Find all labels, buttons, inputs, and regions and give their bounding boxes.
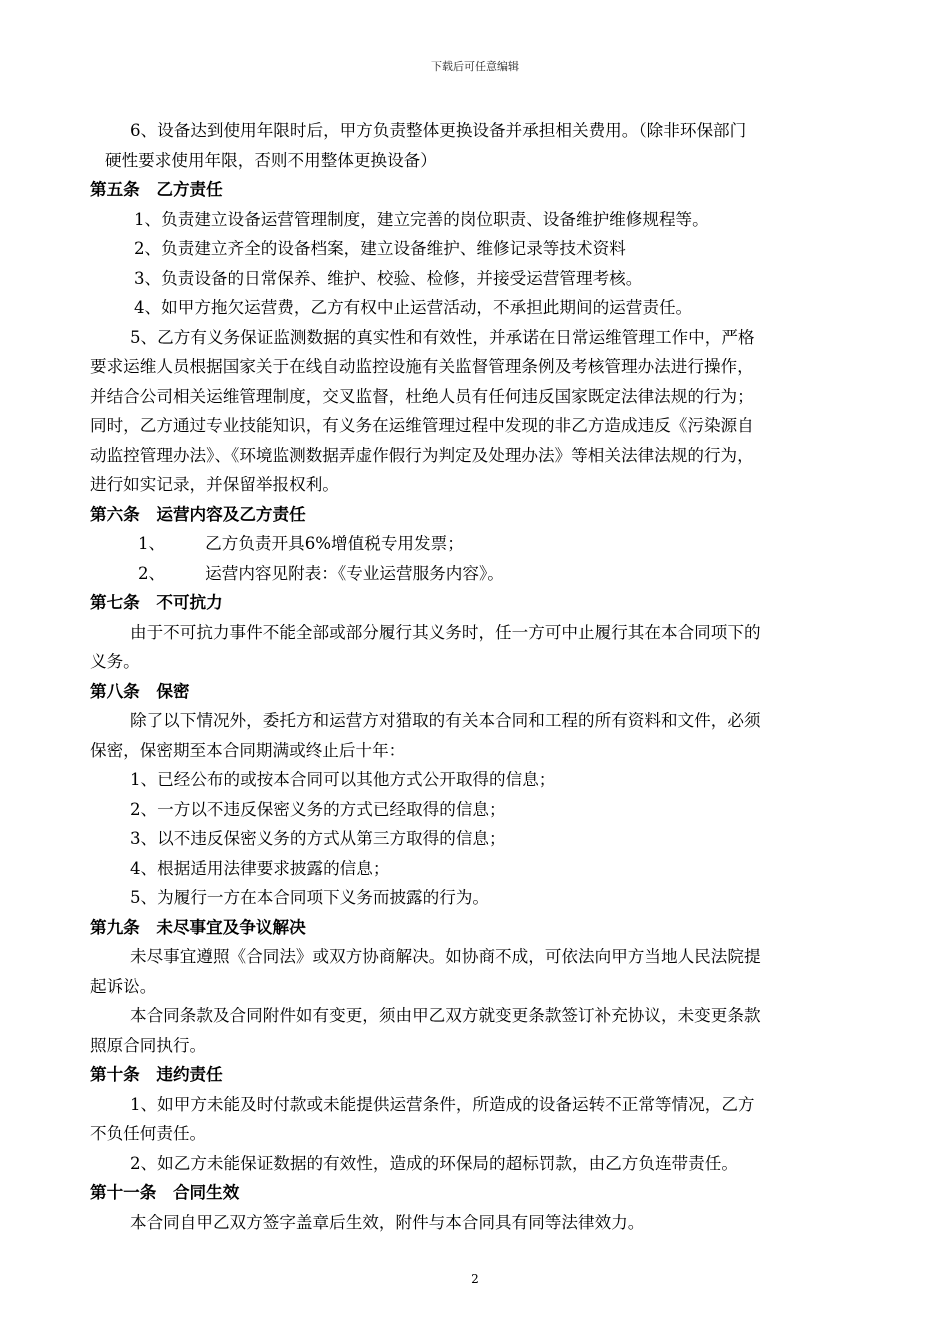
s8-item-1: 1、已经公布的或按本合同可以其他方式公开取得的信息； [130,770,556,789]
section-11-title: 第十一条 合同生效 [90,1183,240,1202]
s6-item-2 [90,559,865,589]
s10-p1-line-1: 1、如甲方未能及时付款或未能提供运营条件，所造成的设备运转不正常等情况，乙方 [130,1094,755,1114]
s5-p5-line-4: 同时，乙方通过专业技能知识，有义务在运维管理过程中发现的非乙方造成违反《污染源自 [90,416,754,435]
intro-line-2: 硬性要求使用年限，否则不用整体更换设备） [105,150,437,170]
intro-line-1: 6、设备达到使用年限时后，甲方负责整体更换设备并承担相关费用。（除非环保部门 [130,121,747,140]
s9-p2-line-1: 本合同条款及合同附件如有变更，须由甲乙双方就变更条款签订补充协议，未变更条款 [130,1006,761,1025]
s5-p5-line-5: 动监控管理办法》、《环境监测数据弄虚作假行为判定及处理办法》等相关法律法规的行为， [90,445,754,465]
page-header-note: 下载后可任意编辑 [431,60,519,73]
s5-item-1: 1、负责建立设备运营管理制度，建立完善的岗位职责、设备维护维修规程等。 [134,209,709,229]
s5-item-4: 4、如甲方拖欠运营费，乙方有权中止运营活动，不承担此期间的运营责任。 [134,298,693,317]
section-7-title: 第七条 不可抗力 [90,593,223,612]
s7-line-2: 义务。 [90,652,140,671]
s9-p2-line-2: 照原合同执行。 [90,1035,207,1055]
page-number: 2 [471,1272,479,1286]
s5-item-2: 2、负责建立齐全的设备档案，建立设备维护、维修记录等技术资料 [134,239,626,258]
s8-item-5: 5、为履行一方在本合同项下义务而披露的行为。 [130,888,490,907]
s6-item-2-text: 运营内容见附表：《专业运营服务内容》。 [205,563,504,583]
s6-item-1 [90,529,865,559]
s7-line-1: 由于不可抗力事件不能全部或部分履行其义务时，任一方可中止履行其在本合同项下的 [130,622,761,642]
s8-line-2: 保密，保密期至本合同期满或终止后十年： [90,740,406,760]
s5-p5-line-3: 并结合公司相关运维管理制度，交叉监督，杜绝人员有任何违反国家既定法律法规的行为； [90,386,754,406]
s5-p5-line-6: 进行如实记录，并保留举报权利。 [90,475,339,494]
s8-item-4: 4、根据适用法律要求披露的信息； [130,858,390,878]
s10-p1-line-2: 不负任何责任。 [90,1124,207,1143]
s6-item-2-number: 2、 [138,563,166,583]
section-9-title: 第九条 未尽事宜及争议解决 [90,917,306,937]
s5-p5-line-2: 要求运维人员根据国家关于在线自动监控设施有关监督管理条例及考核管理办法进行操作， [90,357,754,376]
s5-item-3: 3、负责设备的日常保养、维护、校验、检修，并接受运营管理考核。 [134,268,643,288]
section-10-title: 第十条 违约责任 [90,1065,223,1084]
s6-item-1-text: 乙方负责开具6%增值税专用发票； [205,534,464,553]
s11-text: 本合同自甲乙双方签字盖章后生效，附件与本合同具有同等法律效力。 [130,1212,645,1232]
s8-line-1: 除了以下情况外，委托方和运营方对猎取的有关本合同和工程的所有资料和文件，必须 [130,711,761,730]
s9-p1-line-2: 起诉讼。 [90,976,157,996]
s8-item-3: 3、以不违反保密义务的方式从第三方取得的信息； [130,829,506,848]
s8-item-2: 2、一方以不违反保密义务的方式已经取得的信息； [130,799,506,819]
section-6-title: 第六条 运营内容及乙方责任 [90,504,306,524]
s9-p1-line-1: 未尽事宜遵照《合同法》或双方协商解决。如协商不成，可依法向甲方当地人民法院提 [130,947,761,966]
s5-p5-line-1: 5、乙方有义务保证监测数据的真实性和有效性，并承诺在日常运维管理工作中，严格 [130,327,755,347]
section-8-title: 第八条 保密 [90,681,190,701]
section-5-title: 第五条 乙方责任 [90,180,223,199]
s10-p2: 2、如乙方未能保证数据的有效性，造成的环保局的超标罚款，由乙方负连带责任。 [130,1153,738,1173]
document-body [90,116,865,1237]
s6-item-1-number: 1、 [138,534,166,553]
